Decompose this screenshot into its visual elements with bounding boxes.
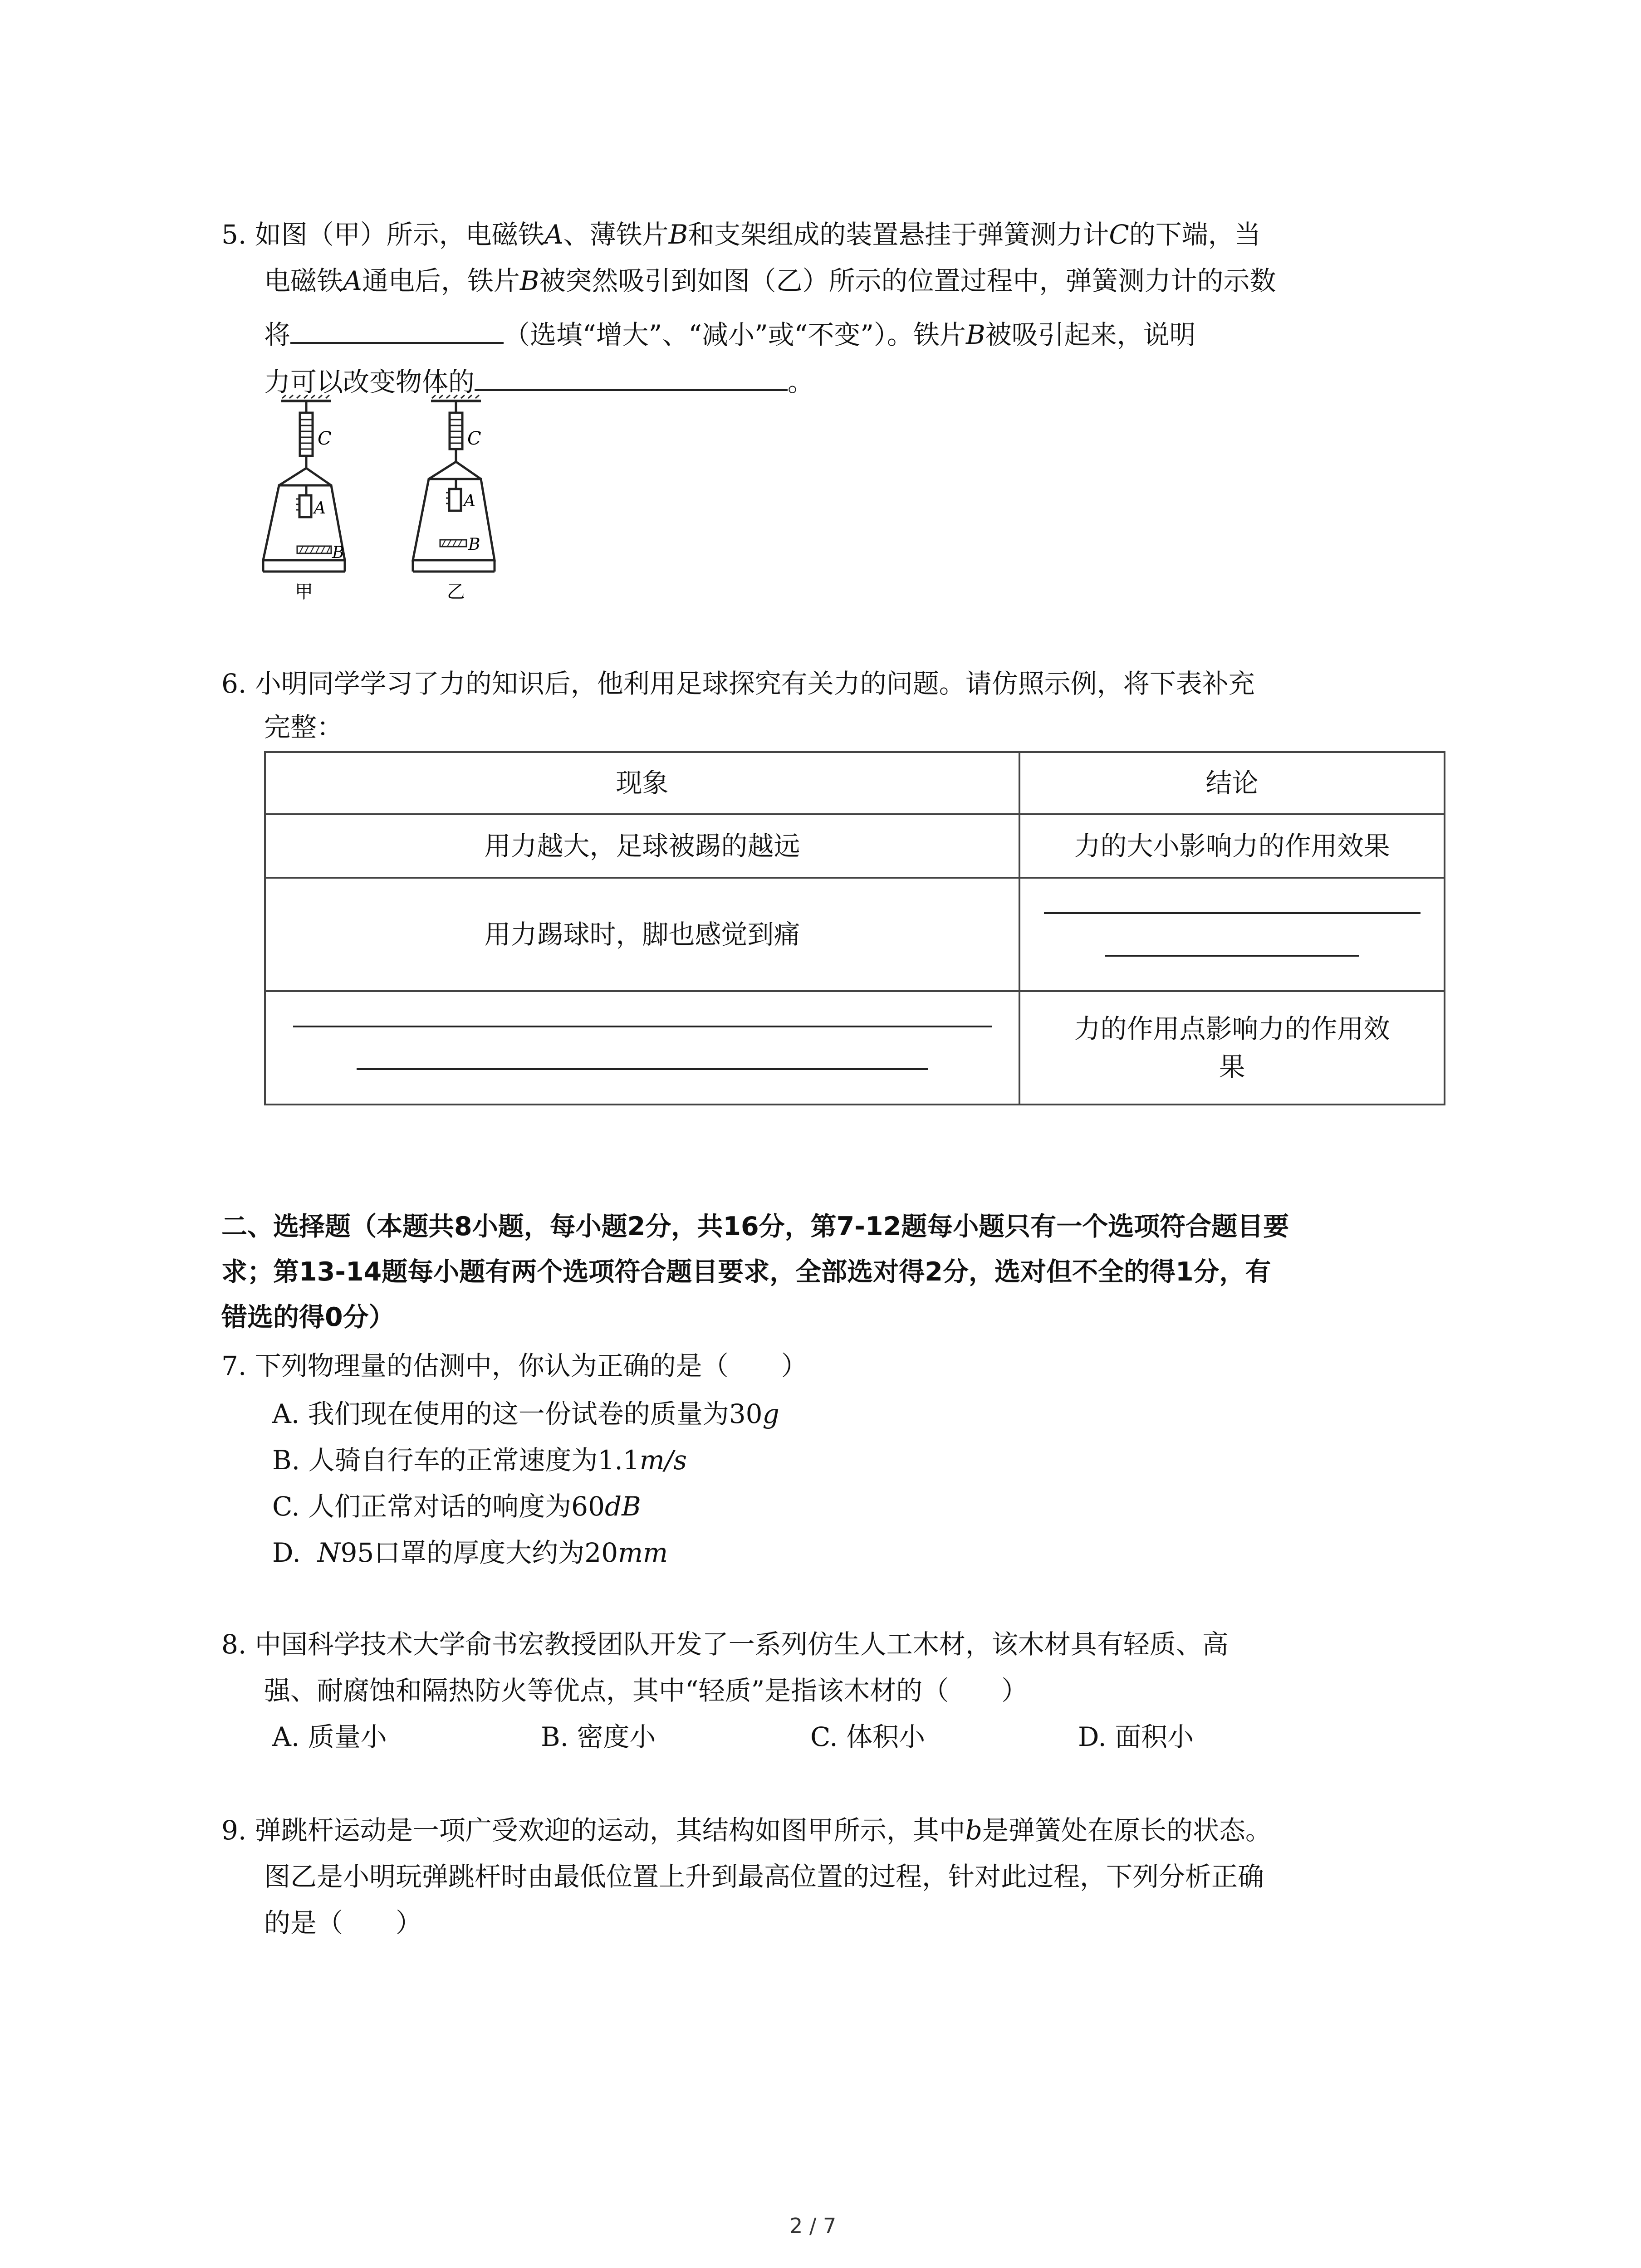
option-text: 95口罩的厚度大约为20 bbox=[340, 1537, 618, 1568]
table-cell: 用力越大，足球被踢的越远 bbox=[265, 814, 1019, 878]
fig-yi-apparatus bbox=[413, 395, 495, 572]
q7-stem: 7. 下列物理量的估测中，你认为正确的是（ ） bbox=[221, 1350, 808, 1381]
q9-text: 是弹簧处在原长的状态。 bbox=[982, 1815, 1272, 1846]
q6-answer-line-4[interactable] bbox=[357, 1068, 928, 1070]
option-unit: mm bbox=[618, 1537, 668, 1568]
q5-text: 和支架组成的装置悬挂于弹簧测力计 bbox=[688, 219, 1109, 250]
q5-line-2 bbox=[264, 265, 1276, 296]
table-cell-text: 力的作用点影响力的作用效 bbox=[1074, 1013, 1390, 1044]
q8-option-a[interactable]: A. 质量小 bbox=[272, 1721, 387, 1752]
q5-line-1 bbox=[221, 221, 1261, 248]
q9-line-3: 的是（ ） bbox=[264, 1907, 422, 1938]
table-row bbox=[265, 814, 1445, 878]
q5-text: 力可以改变物体的 bbox=[264, 367, 475, 397]
section2-heading-line-3: 错选的得0分） bbox=[221, 1302, 395, 1332]
fig-yi-label-c: C bbox=[467, 428, 481, 449]
option-text: D. bbox=[272, 1537, 318, 1568]
fig-caption-jia: 甲 bbox=[295, 582, 313, 602]
q8-line-1: 8. 中国科学技术大学俞书宏教授团队开发了一系列仿生人工木材，该木材具有轻质、高 bbox=[221, 1629, 1229, 1660]
option-unit: dB bbox=[605, 1491, 641, 1522]
fig-yi-label-a: A bbox=[464, 492, 475, 510]
q5-line-3 bbox=[264, 316, 1196, 348]
table-cell-answer[interactable] bbox=[1019, 878, 1445, 991]
fig-yi-label-b: B bbox=[468, 535, 480, 554]
q9-line-2: 图乙是小明玩弹跳杆时由最低位置上升到最高位置的过程，针对此过程，下列分析正确 bbox=[264, 1861, 1264, 1892]
q7-option-b[interactable] bbox=[272, 1445, 687, 1476]
q5-text: 通电后，铁片 bbox=[362, 265, 520, 296]
fig-jia-label-c: C bbox=[318, 428, 332, 449]
fig-jia-label-a: A bbox=[314, 499, 326, 518]
q8-option-c[interactable]: C. 体积小 bbox=[810, 1721, 926, 1752]
q8-option-b[interactable]: B. 密度小 bbox=[541, 1721, 656, 1752]
page-number: 2 / 7 bbox=[789, 2214, 837, 2238]
q6-answer-line-2[interactable] bbox=[1105, 955, 1359, 957]
q5-var-b: B bbox=[519, 265, 539, 296]
q8-option-d[interactable]: D. 面积小 bbox=[1078, 1721, 1194, 1752]
q5-var-a: A bbox=[544, 219, 563, 250]
table-cell-text: 果 bbox=[1219, 1051, 1245, 1082]
q7-option-d[interactable] bbox=[272, 1537, 668, 1568]
q5-answer-blank-2[interactable] bbox=[475, 363, 788, 391]
option-var-n: N bbox=[317, 1537, 341, 1568]
q6-answer-line-1[interactable] bbox=[1044, 912, 1421, 914]
q5-text: 将 bbox=[264, 319, 291, 350]
option-unit: g bbox=[762, 1398, 779, 1429]
fig-jia-label-b: B bbox=[332, 543, 344, 562]
q5-text: 被吸引起来，说明 bbox=[985, 319, 1196, 350]
option-text: C. 人们正常对话的响度为60 bbox=[272, 1491, 605, 1522]
q5-var-c: C bbox=[1109, 219, 1129, 250]
q9-text: 9. 弹跳杆运动是一项广受欢迎的运动，其结构如图甲所示，其中 bbox=[221, 1815, 965, 1846]
q5-text: 被突然吸引到如图（乙）所示的位置过程中，弹簧测力计的示数 bbox=[539, 265, 1276, 296]
q6-line-1: 6. 小明同学学习了力的知识后，他利用足球探究有关力的问题。请仿照示例，将下表补充 bbox=[221, 668, 1255, 699]
q7-option-a[interactable] bbox=[272, 1398, 779, 1429]
q5-text: 电磁铁 bbox=[264, 265, 343, 296]
table-header-cell: 现象 bbox=[265, 752, 1019, 814]
q6-answer-line-3[interactable] bbox=[293, 1026, 992, 1027]
table-row bbox=[265, 878, 1445, 991]
q7-option-c[interactable] bbox=[272, 1493, 641, 1520]
q5-var-b: B bbox=[668, 219, 688, 250]
table-header-row bbox=[265, 752, 1445, 814]
table-header-cell: 结论 bbox=[1019, 752, 1445, 814]
q6-table bbox=[264, 751, 1445, 1105]
fig-caption-yi: 乙 bbox=[447, 582, 465, 602]
q6-line-2: 完整： bbox=[264, 712, 343, 743]
table-cell: 用力踢球时，脚也感觉到痛 bbox=[265, 878, 1019, 991]
q5-text: 。 bbox=[788, 367, 814, 397]
q5-text: 的下端，当 bbox=[1129, 219, 1261, 250]
q5-line-4 bbox=[264, 363, 814, 395]
q5-var-a: A bbox=[343, 265, 362, 296]
q5-figure bbox=[254, 395, 544, 608]
q8-line-2: 强、耐腐蚀和隔热防火等优点，其中“轻质”是指该木材的（ ） bbox=[264, 1675, 1028, 1706]
q5-text: 、薄铁片 bbox=[563, 219, 669, 250]
table-row bbox=[265, 991, 1445, 1105]
q9-line-1 bbox=[221, 1815, 1272, 1846]
q9-var-b: b bbox=[965, 1815, 982, 1846]
q5-text: 5. 如图（甲）所示，电磁铁 bbox=[221, 219, 544, 250]
option-text: A. 我们现在使用的这一份试卷的质量为30 bbox=[272, 1398, 763, 1429]
q5-var-b: B bbox=[965, 319, 985, 350]
table-cell-answer[interactable] bbox=[265, 991, 1019, 1105]
section2-heading-line-1: 二、选择题（本题共8小题，每小题2分，共16分，第7-12题每小题只有一个选项符合题目要 bbox=[221, 1212, 1289, 1242]
q5-answer-blank-1[interactable] bbox=[290, 316, 504, 344]
option-text: B. 人骑自行车的正常速度为1.1 bbox=[272, 1445, 640, 1476]
table-cell: 力的大小影响力的作用效果 bbox=[1019, 814, 1445, 878]
table-cell bbox=[1019, 991, 1445, 1105]
section2-heading-line-2: 求；第13-14题每小题有两个选项符合题目要求，全部选对得2分，选对但不全的得1分，有 bbox=[221, 1257, 1271, 1287]
option-unit: m/s bbox=[639, 1445, 687, 1476]
q5-text: （选填“增大”、“减小”或“不变”）。铁片 bbox=[504, 319, 966, 350]
